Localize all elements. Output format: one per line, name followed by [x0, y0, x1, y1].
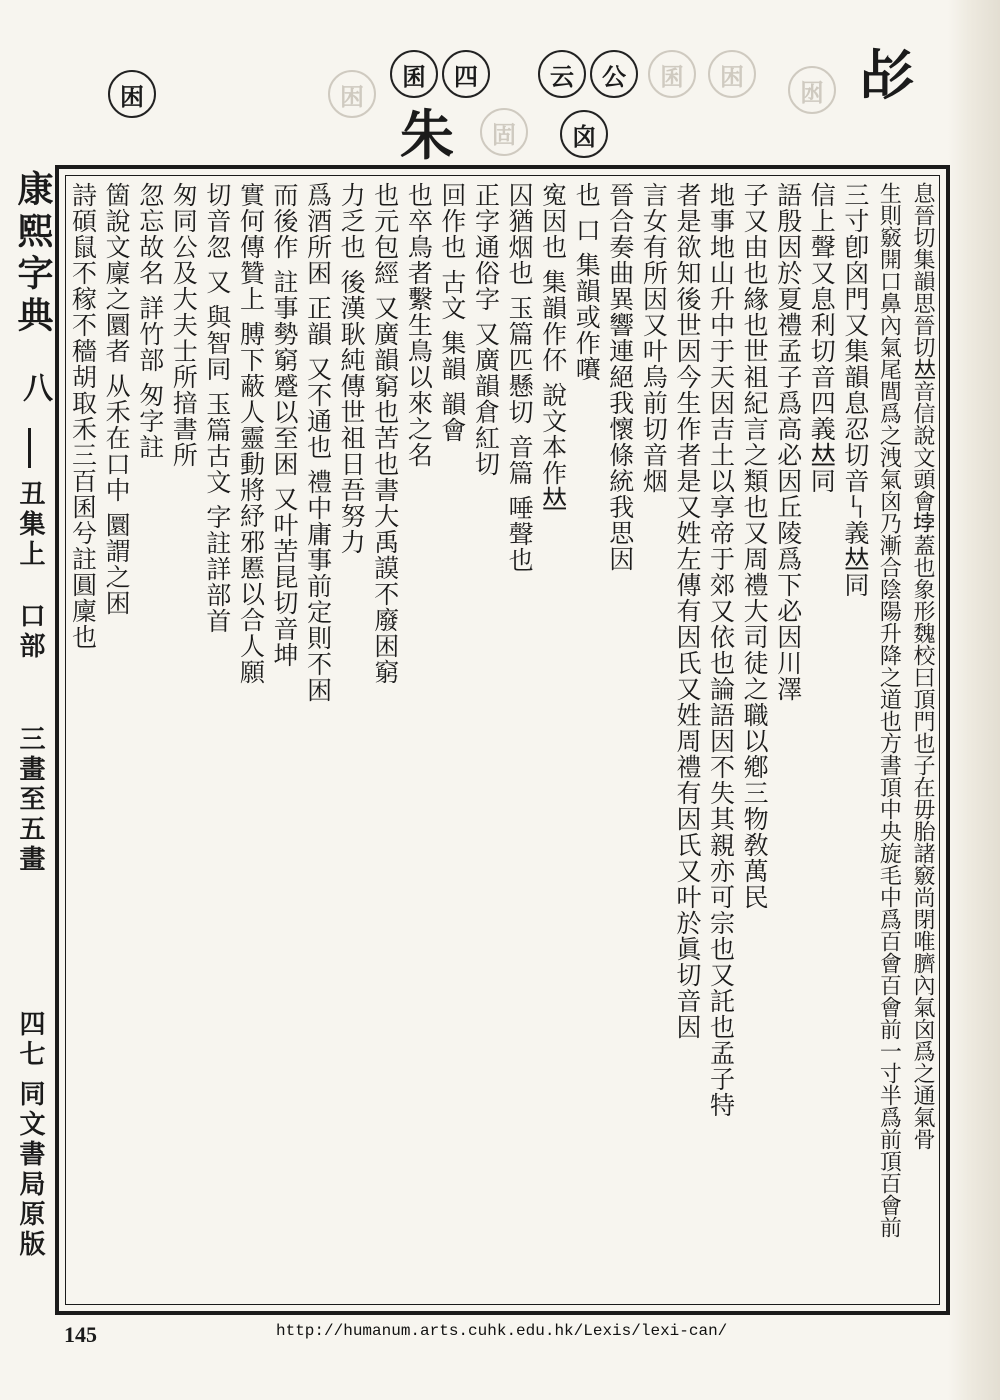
text-column: 也卒鳥者繫生鳥以來之名: [404, 182, 434, 468]
text-column: 囚猶烟也 玉篇匹懸切 音篇 唾聲也: [505, 182, 535, 573]
text-frame: [55, 165, 950, 1315]
source-url[interactable]: http://humanum.arts.cuhk.edu.hk/Lexis/lexi-can/: [276, 1322, 728, 1340]
seal-character: 公: [590, 50, 638, 98]
seal-character: 囟: [560, 110, 608, 158]
text-column: 子又由也緣也世祖紀言之類也又周禮大司徒之職以鄕三物敎萬民: [740, 182, 770, 910]
collection-label: 丑集上: [15, 480, 45, 570]
seal-character: 㣌: [860, 43, 914, 107]
text-column: 爲酒所困 正韻 又不通也 禮中庸事前定則不困: [303, 182, 333, 703]
seal-ghost: 囷: [648, 50, 696, 98]
text-column: 也 口 集韻或作㘔: [572, 182, 602, 382]
seal-ghost: 固: [480, 108, 528, 156]
seal-character: 四: [442, 50, 490, 98]
text-column: 地事地山升中于天因吉土以享帝于郊又依也論語因不失其親亦可宗也又託也孟子特: [706, 182, 736, 1118]
seal-character: 囷: [390, 50, 438, 98]
text-column: 信上聲又息利切音四義𠀤同: [807, 182, 837, 494]
divider: [28, 428, 31, 468]
text-column: 生則竅開口鼻內氣尾閭爲之洩氣囟乃漸合陰陽升降之道也方書頂中央旋毛中爲百會百會前一寸半爲前頂百會前: [876, 182, 902, 1238]
publisher-label: 同文書局原版: [15, 1080, 45, 1260]
text-column: 切音忽 又 與智同 玉篇古文 字註詳部首: [202, 182, 232, 634]
text-column: 實何傳贊上 膊下蔽人靈動將紓邪慝以合人願: [236, 182, 266, 685]
seal-ghost: 困: [328, 70, 376, 118]
text-column: 而後作 註事勢窮蹙以至困 又叶苦昆切音坤: [270, 182, 300, 668]
text-column: 忽忘故名 詳竹部 匆字註: [135, 182, 165, 460]
text-column: 也元包經 又廣韻窮也苦也書大禹謨不廢困窮: [370, 182, 400, 685]
text-column: 箇說文廩之圜者 从禾在口中 圜謂之困: [102, 182, 132, 616]
text-column: 正字通俗字 又廣韻倉紅切: [471, 182, 501, 477]
text-column: 詩碩鼠不稼不穡胡取禾三百囷兮註圓廩也: [68, 182, 98, 650]
text-column: 息晉切集韻思晉切𠀤音信說文頭會𡋯蓋也象形魏校曰頂門也子在毋胎諸竅尚閉唯臍內氣囟爲之通氣骨: [910, 182, 935, 1150]
seal-character: 困: [108, 70, 156, 118]
book-title: 康熙字典: [12, 170, 54, 338]
seal-character: 云: [538, 50, 586, 98]
scan-edge: [948, 0, 1000, 1400]
text-column: 三寸卽囟門又集韻息忍切音𠃑義𠀤同: [840, 182, 870, 598]
text-column: 寃因也 集韻作伓 說文本作𠀤: [538, 182, 568, 512]
radical-label: 口部: [15, 602, 45, 662]
page-number: 145: [64, 1322, 97, 1347]
seal-ghost: 困: [708, 50, 756, 98]
text-column: 回作也 古文 集韻 韻會: [437, 182, 467, 443]
text-column: 力乏也 後漢耿純傳世祖日吾努力: [337, 182, 367, 555]
running-header: [8, 170, 54, 1320]
text-column: 晉合奏曲異響連絕我懷條統我思因: [605, 182, 635, 572]
volume-number: 八: [17, 372, 52, 406]
text-column: 語殷因於夏禮孟子爲高必因丘陵爲下必因川澤: [773, 182, 803, 702]
stroke-range: 三畫至五畫: [15, 725, 45, 875]
seal-character: 朱: [400, 103, 454, 167]
text-column: 言女有所因又叶烏前切音烟: [639, 182, 669, 494]
text-column: 者是欲知後世因今生作者是又姓左傳有因氏又姓周禮有因氏又叶於眞切音因: [672, 182, 702, 1040]
text-column: 匆同公及大夫士所揞書所: [169, 182, 199, 468]
text-columns: [65, 175, 940, 1305]
seal-ghost: 囦: [788, 66, 836, 114]
local-page-number: 四七: [15, 1010, 45, 1070]
